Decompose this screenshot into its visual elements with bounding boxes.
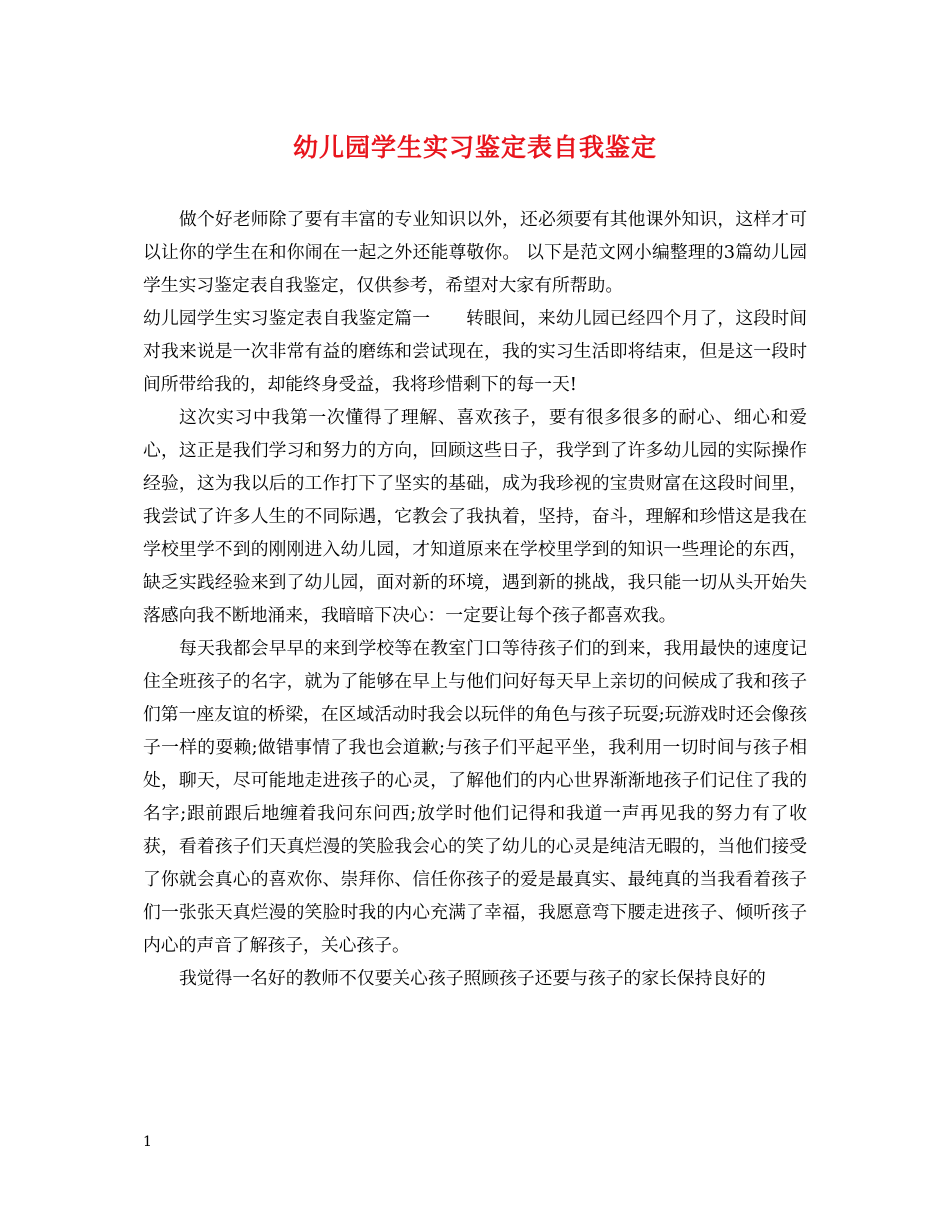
paragraph-section-one: 幼儿园学生实习鉴定表自我鉴定篇一 转眼间，来幼儿园已经四个月了，这段时间对我来说是一次非常有益的磨练和尝试现在，我的实习生活即将结束，但是这一段时间所带给我的，却能终身受益，我将珍惜剩下的每一天! <box>143 308 807 395</box>
document-title: 幼儿园学生实习鉴定表自我鉴定 <box>292 133 657 162</box>
paragraph-good-teacher: 我觉得一名好的教师不仅要关心孩子照顾孩子还要与孩子的家长保持良好的 <box>179 968 766 989</box>
paragraph-intro: 做个好老师除了要有丰富的专业知识以外，还必须要有其他课外知识，这样才可以让你的学生在和你闹在一起之外还能尊敬你。 以下是范文网小编整理的3篇幼儿园学生实习鉴定表自我鉴定，仅供参考，希望对大家有所帮助。 <box>143 209 807 296</box>
document-body <box>143 203 807 995</box>
page-number: 1 <box>143 1134 152 1150</box>
paragraph-understanding-children: 这次实习中我第一次懂得了理解、喜欢孩子，要有很多很多的耐心、细心和爱心，这正是我们学习和努力的方向，回顾这些日子，我学到了许多幼儿园的实际操作经验，这为我以后的工作打下了坚实的基础，成为我珍视的宝贵财富在这段时间里，我尝试了许多人生的不同际遇，它教会了我执着，坚持，奋斗，理解和珍惜这是我在学校里学不到的刚刚进入幼儿园，才知道原来在学校里学到的知识一些理论的东西，缺乏实践经验来到了幼儿园，面对新的环境，遇到新的挑战，我只能一切从头开始失落感向我不断地涌来，我暗暗下决心：一定要让每个孩子都喜欢我。 <box>143 407 807 626</box>
paragraph-daily-routine: 每天我都会早早的来到学校等在教室门口等待孩子们的到来，我用最快的速度记住全班孩子的名字，就为了能够在早上与他们问好每天早上亲切的问候成了我和孩子们第一座友谊的桥梁，在区域活动时我会以玩伴的角色与孩子玩耍;玩游戏时还会像孩子一样的耍赖;做错事情了我也会道歉;与孩子们平起平坐，我利用一切时间与孩子相处，聊天，尽可能地走进孩子的心灵，了解他们的内心世界渐渐地孩子们记住了我的名字;跟前跟后地缠着我问东问西;放学时他们记得和我道一声再见我的努力有了收获，看着孩子们天真烂漫的笑脸我会心的笑了幼儿的心灵是纯洁无暇的，当他们接受了你就会真心的喜欢你、崇拜你、信任你孩子的爱是最真实、最纯真的当我看着孩子们一张张天真烂漫的笑脸时我的内心充满了幸福，我愿意弯下腰走进孩子、倾听孩子内心的声音了解孩子，关心孩子。 <box>143 638 807 956</box>
